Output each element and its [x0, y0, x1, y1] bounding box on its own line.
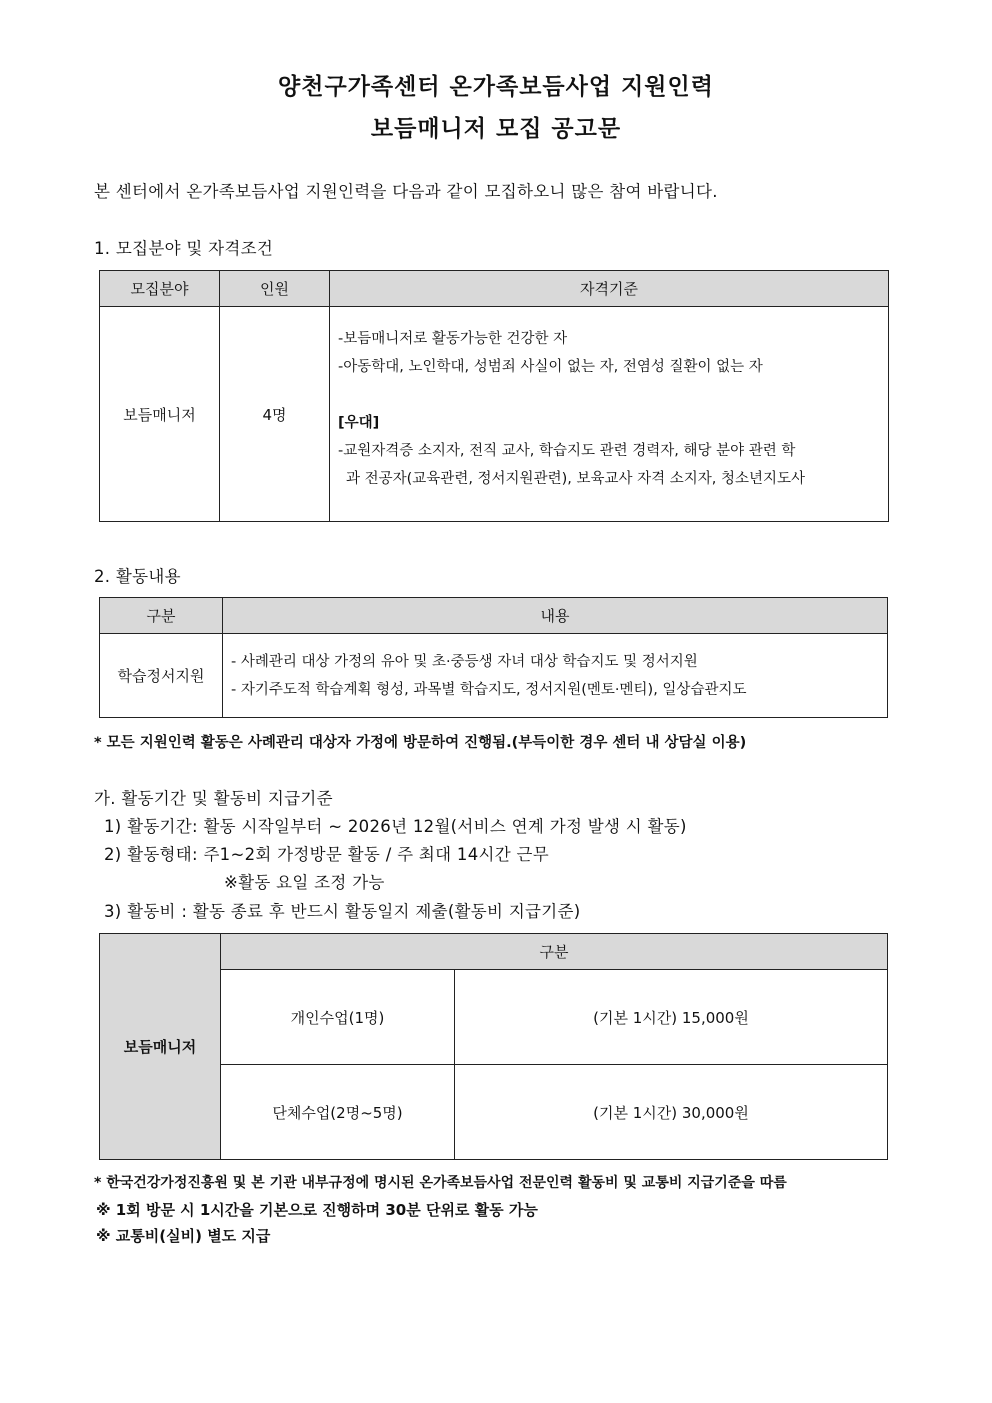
- field-cell: 보듬매니저: [100, 307, 220, 522]
- form-item-note: ※활동 요일 조정 가능: [224, 873, 385, 892]
- visit-note: * 모든 지원인력 활동은 사례관리 대상자 가정에 방문하여 진행됨.(부득이한 경우 센터 내 상담실 이용): [94, 735, 747, 751]
- fee-cell: (기본 1시간) 30,000원: [455, 1065, 888, 1160]
- activity-table: [99, 597, 888, 718]
- content-line: - 자기주도적 학습계획 형성, 과목별 학습지도, 정서지원(멘토·멘티), 일상습관지도: [231, 681, 747, 698]
- form-item: 2) 활동형태: 주1~2회 가정방문 활동 / 주 최대 14시간 근무: [104, 845, 550, 864]
- lesson-type-cell: 개인수업(1명): [221, 970, 455, 1065]
- count-cell: 4명: [220, 307, 330, 522]
- section1-heading: 1. 모집분야 및 자격조건: [94, 239, 274, 258]
- fee-table: [99, 933, 888, 1160]
- sectionA-heading: 가. 활동기간 및 활동비 지급기준: [94, 789, 333, 808]
- preference-line: 과 전공자(교육관련, 정서지원관련), 보육교사 자격 소지자, 청소년지도사: [346, 471, 805, 487]
- qualification-table: [99, 270, 889, 522]
- lesson-type-cell: 단체수업(2명~5명): [221, 1065, 455, 1160]
- document-title-line2: 보듬매니저 모집 공고문: [370, 116, 622, 142]
- header-category: 구분: [100, 598, 223, 634]
- intro-text: 본 센터에서 온가족보듬사업 지원인력을 다음과 같이 모집하오니 많은 참여 바랍니다.: [94, 182, 718, 201]
- header-field: 모집분야: [100, 271, 220, 307]
- content-line: - 사례관리 대상 가정의 유아 및 초·중등생 자녀 대상 학습지도 및 정서지원: [231, 653, 698, 670]
- footnote-visit-unit: ※ 1회 방문 시 1시간을 기본으로 진행하며 30분 단위로 활동 가능: [96, 1201, 538, 1219]
- content-cell: [223, 634, 888, 718]
- footnote-guideline: * 한국건강가정진흥원 및 본 기관 내부규정에 명시된 온가족보듬사업 전문인력 활동비 및 교통비 지급기준을 따름: [94, 1175, 787, 1191]
- preference-line: -교원자격증 소지자, 전직 교사, 학습지도 관련 경력자, 해당 분야 관련 학: [338, 443, 796, 459]
- period-item: 1) 활동기간: 활동 시작일부터 ~ 2026년 12월(서비스 연계 가정 발생 시 활동): [104, 817, 687, 836]
- document-title-line1: 양천구가족센터 온가족보듬사업 지원인력: [278, 74, 714, 100]
- footnote-transport: ※ 교통비(실비) 별도 지급: [96, 1227, 271, 1245]
- header-count: 인원: [220, 271, 330, 307]
- fee-item: 3) 활동비 : 활동 종료 후 반드시 활동일지 제출(활동비 지급기준): [104, 902, 581, 921]
- criteria-cell: [330, 307, 889, 522]
- preference-label: [우대]: [338, 415, 380, 431]
- header-content: 내용: [223, 598, 888, 634]
- header-criteria: 자격기준: [330, 271, 889, 307]
- category-cell: 학습정서지원: [100, 634, 223, 718]
- section2-heading: 2. 활동내용: [94, 567, 181, 586]
- criteria-line: -보듬매니저로 활동가능한 건강한 자: [338, 331, 568, 347]
- role-cell: 보듬매니저: [100, 934, 221, 1160]
- fee-cell: (기본 1시간) 15,000원: [455, 970, 888, 1065]
- criteria-line: -아동학대, 노인학대, 성범죄 사실이 없는 자, 전염성 질환이 없는 자: [338, 359, 763, 375]
- header-division: 구분: [221, 934, 888, 970]
